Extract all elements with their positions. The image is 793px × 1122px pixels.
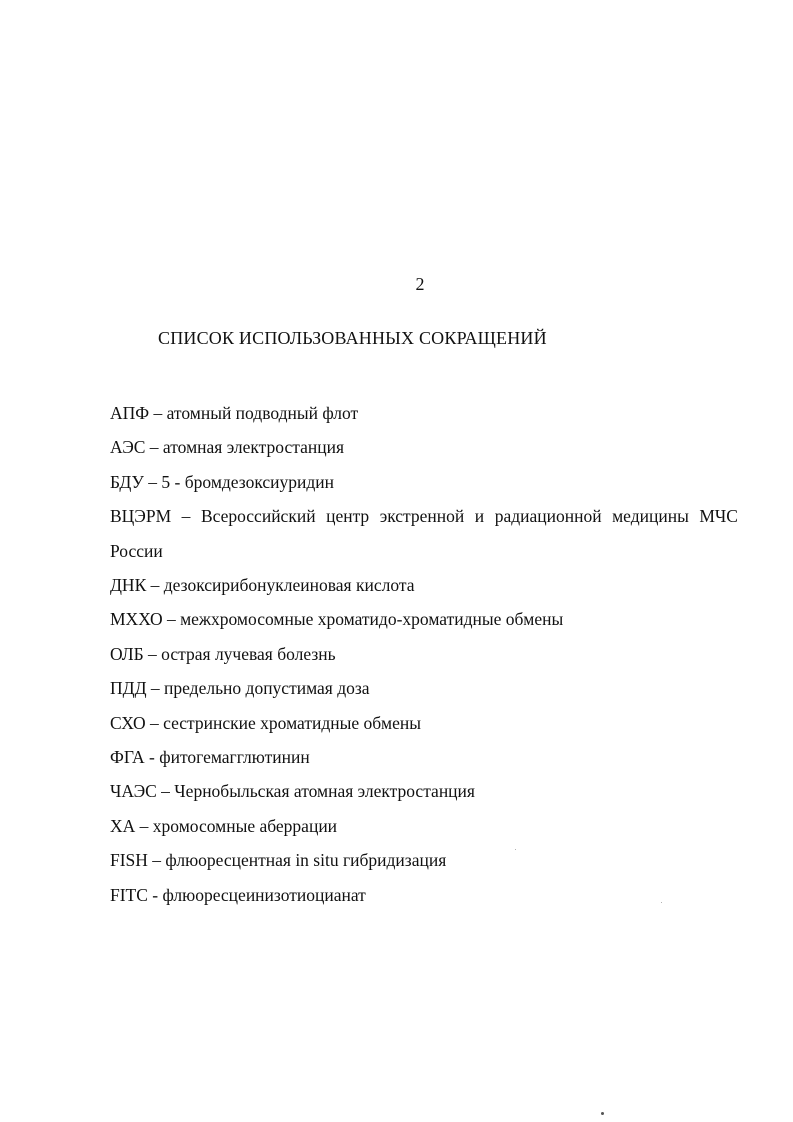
abbreviation-word: и [474,506,485,527]
page-title: СПИСОК ИСПОЛЬЗОВАННЫХ СОКРАЩЕНИЙ [158,328,547,348]
scan-speck [601,1112,604,1115]
abbreviation-word: Всероссийский [200,506,316,527]
abbreviation-entry: FISH – флюоресцентная in situ гибридизация [110,850,447,871]
abbreviation-word: МЧС [699,506,738,527]
abbreviation-list [110,396,738,912]
abbreviation-entry-continuation: России [110,540,163,561]
abbreviation-entry: ОЛБ – острая лучевая болезнь [110,643,336,664]
abbreviation-word: центр [326,506,370,527]
abbreviation-entry: АЭС – атомная электростанция [110,437,345,458]
abbreviation-entry: FITC - флюоресцеинизотиоцианат [110,884,366,905]
abbreviation-word: – [181,506,191,527]
abbreviation-word: медицины [612,506,689,527]
abbreviation-entry: ХА – хромосомные аберрации [110,815,338,836]
abbreviation-entry [110,499,738,568]
abbreviation-entry: АПФ – атомный подводный флот [110,403,359,423]
abbreviation-entry: ФГА - фитогемагглютинин [110,747,310,768]
abbreviation-entry: ДНК – дезоксирибонуклеиновая кислота [110,575,415,596]
page-number: 2 [415,274,425,294]
abbreviation-entry: ЧАЭС – Чернобыльская атомная электростанция [110,781,475,802]
abbreviation-word: ВЦЭРМ [110,506,172,527]
abbreviation-word: экстренной [379,506,465,527]
abbreviation-entry: БДУ – 5 - бромдезоксиуридин [110,471,335,492]
abbreviation-entry: ПДД – предельно допустимая доза [110,678,370,699]
abbreviation-entry-line [110,499,738,533]
abbreviation-entry: СХО – сестринские хроматидные обмены [110,712,421,733]
scan-speck [515,849,516,850]
abbreviation-entry: МХХО – межхромосомные хроматидо-хроматидные обмены [110,609,564,630]
scan-speck [661,902,662,903]
abbreviation-word: радиационной [494,506,602,527]
